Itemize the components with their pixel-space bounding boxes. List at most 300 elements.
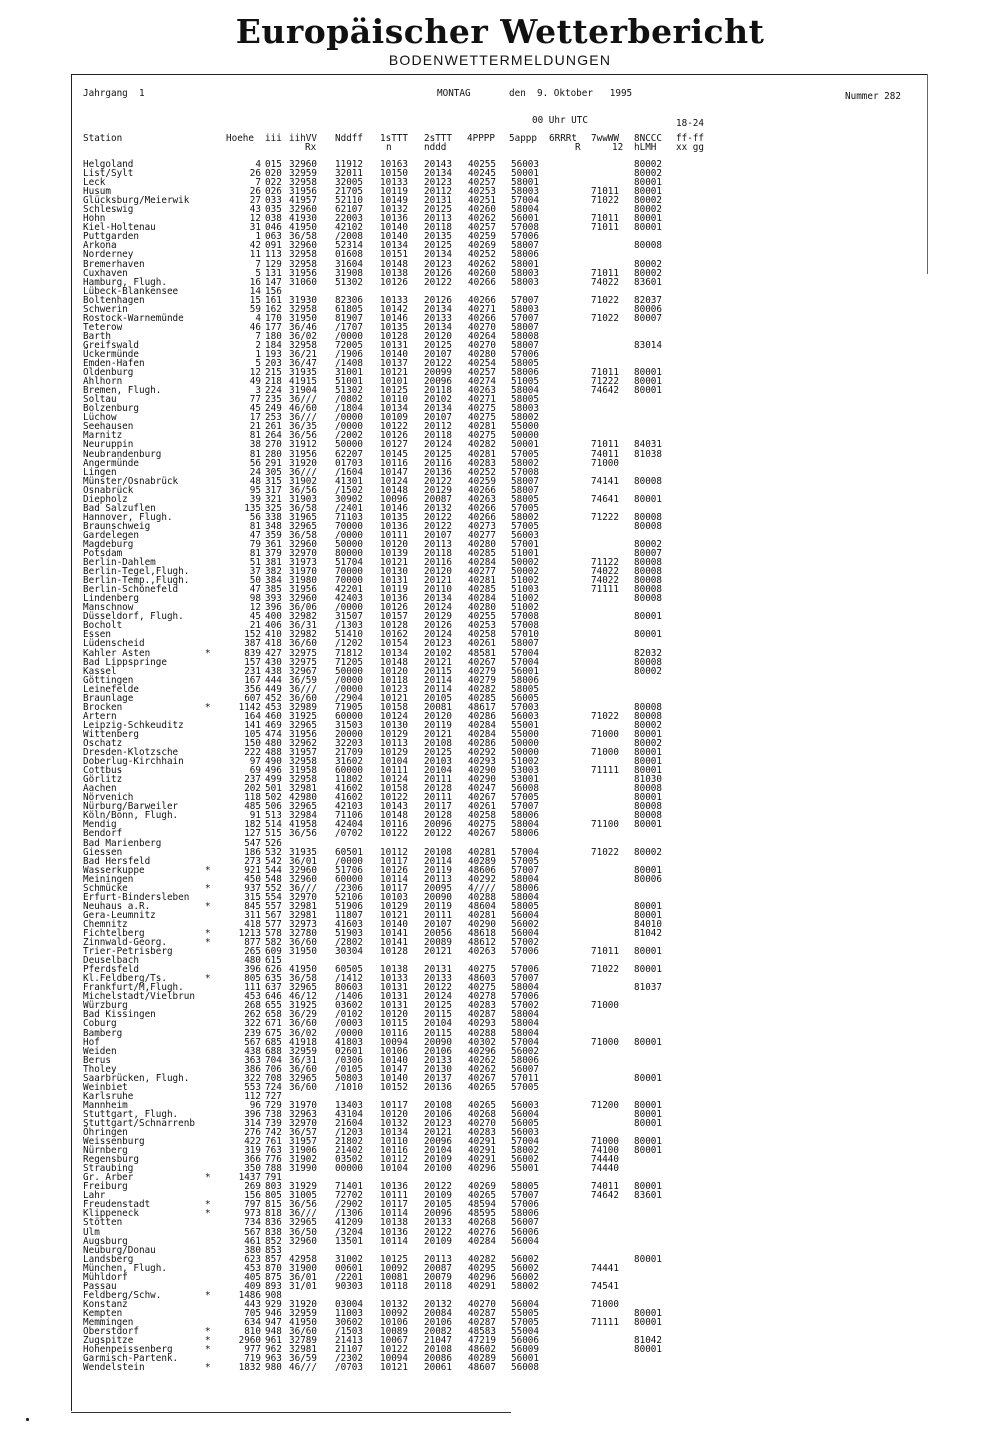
station-name: Göttingen (83, 674, 134, 686)
group-dewpoint: 20109 (424, 1154, 452, 1166)
group-pressure: 40245 (468, 168, 496, 180)
group-tendency: 53001 (511, 774, 539, 786)
group-ihvv: 36/31 (289, 1054, 317, 1066)
station-index: 615 (265, 955, 282, 967)
group-ihvv: 31903 (289, 493, 317, 505)
group-ihvv: 31902 (289, 1154, 317, 1166)
station-name: Bad Hersfeld (83, 855, 151, 867)
station-index: 184 (265, 339, 282, 351)
group-ihvv: 31925 (289, 1000, 317, 1012)
station-index: 675 (265, 1027, 282, 1039)
station-height: 315 (244, 891, 261, 903)
group-temp: 10110 (380, 394, 408, 406)
group-dewpoint: 20120 (424, 330, 452, 342)
station-index: 460 (265, 710, 282, 722)
station-name: Manschnow (83, 602, 134, 614)
station-height: 553 (244, 1081, 261, 1093)
group-clouds: 80001 (634, 213, 662, 225)
group-temp: 10124 (380, 710, 408, 722)
group-pressure: 48612 (468, 937, 496, 949)
group-clouds: 81038 (634, 448, 662, 460)
group-weather: 74022 (591, 566, 619, 578)
group-dewpoint: 20108 (424, 1344, 452, 1356)
group-temp: 10140 (380, 222, 408, 234)
group-clouds: 80008 (634, 475, 662, 487)
group-ihvv: 32959 (289, 1045, 317, 1057)
group-nddff: /0000 (335, 412, 363, 424)
group-ihvv: 32970 (289, 1117, 317, 1129)
station-name: Brocken (83, 701, 123, 713)
table-row (83, 576, 923, 585)
group-tendency: 56003 (511, 1127, 539, 1139)
group-nddff: /0000 (335, 683, 363, 695)
group-temp: 10131 (380, 991, 408, 1003)
group-nddff: /2302 (335, 1353, 363, 1365)
group-pressure: 48595 (468, 1208, 496, 1220)
station-height: 623 (244, 1253, 261, 1265)
station-height: 453 (244, 991, 261, 1003)
table-row (83, 974, 923, 983)
station-height: 152 (244, 629, 261, 641)
group-pressure: 40281 (468, 421, 496, 433)
station-index: 980 (265, 1362, 282, 1374)
group-tendency: 56008 (511, 783, 539, 795)
group-temp: 10141 (380, 927, 408, 939)
group-temp: 10120 (380, 1009, 408, 1021)
group-temp: 10117 (380, 1199, 408, 1211)
station-height: 380 (244, 1244, 261, 1256)
table-row (83, 1065, 923, 1074)
station-height: 105 (244, 728, 261, 740)
station-height: 705 (244, 1307, 261, 1319)
group-pressure: 40257 (468, 222, 496, 234)
group-tendency: 51001 (511, 548, 539, 560)
group-clouds: 80001 (634, 1181, 662, 1193)
station-height: 39 (249, 493, 261, 505)
station-height: 386 (244, 1063, 261, 1075)
group-nddff: 60501 (335, 846, 363, 858)
group-temp: 10140 (380, 1054, 408, 1066)
group-temp: 10104 (380, 1163, 408, 1175)
group-clouds: 84010 (634, 918, 662, 930)
group-temp: 10103 (380, 891, 408, 903)
group-nddff: /1906 (335, 348, 363, 360)
group-dewpoint: 20096 (424, 1208, 452, 1220)
table-row (83, 323, 923, 332)
group-dewpoint: 20114 (424, 674, 452, 686)
group-pressure: 40275 (468, 819, 496, 831)
station-height: 937 (244, 882, 261, 894)
group-weather: 74141 (591, 475, 619, 487)
station-height: 453 (244, 1262, 261, 1274)
group-tendency: 57007 (511, 864, 539, 876)
group-weather: 71011 (591, 367, 619, 379)
station-height: 59 (249, 303, 261, 315)
group-ihvv: 31950 (289, 312, 317, 324)
station-name: Bad Marienberg (83, 837, 162, 849)
group-ihvv: 31958 (289, 765, 317, 777)
station-name: Gardelegen (83, 529, 139, 541)
group-clouds: 80001 (634, 946, 662, 958)
group-temp: 10114 (380, 873, 408, 885)
group-nddff: 70000 (335, 520, 363, 532)
group-temp: 10136 (380, 593, 408, 605)
group-dewpoint: 20084 (424, 1307, 452, 1319)
station-index: 321 (265, 493, 282, 505)
group-ihvv: 31956 (289, 186, 317, 198)
group-temp: 10122 (380, 1344, 408, 1356)
group-clouds: 80008 (634, 783, 662, 795)
group-nddff: 01608 (335, 249, 363, 261)
group-tendency: 58006 (511, 674, 539, 686)
group-tendency: 57005 (511, 520, 539, 532)
group-temp: 10109 (380, 412, 408, 424)
group-clouds: 80001 (634, 1253, 662, 1265)
group-nddff: 30304 (335, 946, 363, 958)
group-clouds: 83601 (634, 276, 662, 288)
group-pressure: 40279 (468, 665, 496, 677)
group-pressure: 40293 (468, 756, 496, 768)
group-pressure: 48606 (468, 864, 496, 876)
station-name: Feldberg/Schw. (83, 1289, 162, 1301)
group-ihvv: 41930 (289, 213, 317, 225)
group-ihvv: 31930 (289, 294, 317, 306)
station-name: Mendig (83, 819, 117, 831)
station-index: 410 (265, 629, 282, 641)
group-ihvv: 46/// (289, 1362, 317, 1374)
group-ihvv: 36/58 (289, 231, 317, 243)
group-ihvv: 32958 (289, 303, 317, 315)
group-dewpoint: 20099 (424, 367, 452, 379)
col-g7b: R (575, 142, 581, 153)
group-ihvv: 31970 (289, 1099, 317, 1111)
group-tendency: 56004 (511, 1108, 539, 1120)
station-height: 797 (244, 1199, 261, 1211)
group-tendency: 58008 (511, 330, 539, 342)
station-index: 946 (265, 1307, 282, 1319)
group-dewpoint: 20125 (424, 448, 452, 460)
group-dewpoint: 20115 (424, 1027, 452, 1039)
table-row (83, 269, 923, 278)
group-temp: 10121 (380, 367, 408, 379)
group-temp: 10096 (380, 493, 408, 505)
group-dewpoint: 20120 (424, 710, 452, 722)
group-pressure: 40267 (468, 828, 496, 840)
group-pressure: 40267 (468, 792, 496, 804)
table-row (83, 422, 923, 431)
station-index: 046 (265, 222, 282, 234)
group-nddff: 41803 (335, 1036, 363, 1048)
station-height: 56 (249, 511, 261, 523)
group-tendency: 57010 (511, 629, 539, 641)
table-row (83, 287, 923, 296)
station-name: Dresden-Klotzsche (83, 747, 179, 759)
station-name: Doberlug-Kirchhain (83, 756, 184, 768)
group-tendency: 56004 (511, 1235, 539, 1247)
group-tendency: 57001 (511, 538, 539, 550)
station-name: Bad Kissingen (83, 1009, 156, 1021)
group-pressure: 40281 (468, 909, 496, 921)
group-clouds: 80001 (634, 1099, 662, 1111)
station-index: 385 (265, 584, 282, 596)
station-index: 893 (265, 1280, 282, 1292)
group-weather: 71000 (591, 457, 619, 469)
station-index: 609 (265, 946, 282, 958)
station-name: Münster/Osnabrück (83, 475, 179, 487)
group-nddff: 21604 (335, 1117, 363, 1129)
group-temp: 10143 (380, 801, 408, 813)
group-temp: 10138 (380, 267, 408, 279)
station-height: 47 (249, 529, 261, 541)
group-temp: 10111 (380, 1190, 408, 1202)
group-tendency: 56004 (511, 909, 539, 921)
group-clouds: 80008 (634, 710, 662, 722)
station-name: Bolzenburg (83, 403, 139, 415)
table-row (83, 495, 923, 504)
group-nddff: /0102 (335, 1009, 363, 1021)
group-pressure: 40255 (468, 159, 496, 170)
group-temp: 10121 (380, 1362, 408, 1374)
station-name: Bremerhaven (83, 258, 145, 270)
group-pressure: 40289 (468, 1353, 496, 1365)
group-nddff: /1502 (335, 484, 363, 496)
group-ihvv: 36/56 (289, 1199, 317, 1211)
group-ihvv: 36/06 (289, 602, 317, 614)
group-temp: 10133 (380, 973, 408, 985)
group-tendency: 57004 (511, 647, 539, 659)
alpine-marker: * (205, 1208, 211, 1220)
group-clouds: 80007 (634, 548, 662, 560)
group-ihvv: 31965 (289, 511, 317, 523)
group-nddff: 71205 (335, 656, 363, 668)
group-temp: 10094 (380, 1036, 408, 1048)
group-weather: 74642 (591, 385, 619, 397)
group-ihvv: 36/// (289, 466, 317, 478)
station-name: Frankfurt/M,Flugh. (83, 982, 184, 994)
group-tendency: 51002 (511, 593, 539, 605)
station-name: Hamburg, Flugh. (83, 276, 167, 288)
group-temp: 10111 (380, 765, 408, 777)
station-index: 291 (265, 457, 282, 469)
group-pressure: 40261 (468, 638, 496, 650)
group-dewpoint: 20137 (424, 1072, 452, 1084)
alpine-marker: * (205, 1326, 211, 1338)
group-dewpoint: 20123 (424, 1117, 452, 1129)
station-height: 366 (244, 1154, 261, 1166)
group-tendency: 57003 (511, 701, 539, 713)
station-height: 49 (249, 376, 261, 388)
group-nddff: 50803 (335, 1072, 363, 1084)
group-ihvv: 36/60 (289, 1081, 317, 1093)
group-clouds: 80002 (634, 168, 662, 180)
table-row (83, 712, 923, 721)
group-clouds: 80008 (634, 593, 662, 605)
station-height: 350 (244, 1163, 261, 1175)
group-dewpoint: 20121 (424, 575, 452, 587)
group-nddff: 02601 (335, 1045, 363, 1057)
group-tendency: 56004 (511, 927, 539, 939)
group-temp: 10130 (380, 719, 408, 731)
group-temp: 10113 (380, 738, 408, 749)
group-nddff: /0000 (335, 330, 363, 342)
group-ihvv: 36/60 (289, 692, 317, 704)
station-name: Kempten (83, 1307, 123, 1319)
group-ihvv: 36/29 (289, 1009, 317, 1021)
group-nddff: 13403 (335, 1099, 363, 1111)
group-dewpoint: 20122 (424, 1181, 452, 1193)
group-dewpoint: 20107 (424, 918, 452, 930)
station-height: 269 (244, 1181, 261, 1193)
group-weather: 71011 (591, 222, 619, 234)
station-height: 26 (249, 186, 261, 198)
station-name: Düsseldorf, Flugh. (83, 611, 184, 623)
station-height: 56 (249, 457, 261, 469)
group-dewpoint: 20117 (424, 801, 452, 813)
table-row (83, 1010, 923, 1019)
group-temp: 10119 (380, 186, 408, 198)
group-tendency: 57008 (511, 222, 539, 234)
group-dewpoint: 20104 (424, 1145, 452, 1157)
group-ihvv: 32965 (289, 1072, 317, 1084)
station-index: 131 (265, 267, 282, 279)
group-pressure: 40271 (468, 394, 496, 406)
group-ihvv: 42980 (289, 792, 317, 804)
station-name: Tholey (83, 1063, 117, 1075)
group-pressure: 40296 (468, 1045, 496, 1057)
group-pressure: 40276 (468, 1226, 496, 1238)
station-height: 1437 (238, 1172, 261, 1184)
station-index: 280 (265, 448, 282, 460)
station-index: 704 (265, 1054, 282, 1066)
group-ihvv: 36/02 (289, 330, 317, 342)
station-height: 322 (244, 1072, 261, 1084)
group-clouds: 80008 (634, 801, 662, 813)
group-weather: 71000 (591, 747, 619, 759)
station-name: Husum (83, 186, 111, 198)
group-pressure: 40263 (468, 946, 496, 958)
station-name: Görlitz (83, 774, 123, 786)
group-dewpoint: 20082 (424, 1326, 452, 1338)
table-row (83, 305, 923, 314)
station-name: Seehausen (83, 421, 134, 433)
group-dewpoint: 20104 (424, 1018, 452, 1030)
station-index: 514 (265, 819, 282, 831)
group-nddff: 51903 (335, 927, 363, 939)
group-pressure: 40262 (468, 258, 496, 270)
group-tendency: 57006 (511, 991, 539, 1003)
alpine-marker: * (205, 864, 211, 876)
group-clouds: 80002 (634, 665, 662, 677)
table-row (83, 1001, 923, 1010)
group-dewpoint: 20061 (424, 1362, 452, 1374)
group-nddff: 51001 (335, 376, 363, 388)
utc-range-label: 18-24 (676, 118, 704, 129)
group-pressure: 40270 (468, 321, 496, 333)
group-temp: 10119 (380, 584, 408, 596)
group-nddff: 71106 (335, 810, 363, 822)
group-nddff: 32011 (335, 168, 363, 180)
group-temp: 10112 (380, 846, 408, 858)
group-clouds: 80001 (634, 177, 662, 189)
group-clouds: 80001 (634, 493, 662, 505)
table-row (83, 477, 923, 486)
group-tendency: 58006 (511, 1208, 539, 1220)
group-pressure: 40288 (468, 1027, 496, 1039)
station-index: 203 (265, 358, 282, 370)
col-g1b: Rx (305, 142, 317, 153)
group-nddff: 80603 (335, 982, 363, 994)
table-row (83, 1300, 923, 1309)
group-tendency: 58004 (511, 982, 539, 994)
col-g8b: 12 (612, 142, 624, 153)
group-tendency: 58005 (511, 493, 539, 505)
group-nddff: 11912 (335, 159, 363, 170)
group-nddff: /1408 (335, 358, 363, 370)
table-row (83, 820, 923, 829)
group-temp: 10117 (380, 855, 408, 867)
group-clouds: 80008 (634, 240, 662, 252)
group-temp: 10122 (380, 792, 408, 804)
group-dewpoint: 20131 (424, 964, 452, 976)
group-ihvv: 41918 (289, 1036, 317, 1048)
group-ihvv: 32981 (289, 909, 317, 921)
group-tendency: 57008 (511, 611, 539, 623)
alpine-marker: * (205, 1335, 211, 1347)
group-dewpoint: 20109 (424, 1190, 452, 1202)
table-row (83, 884, 923, 893)
group-pressure: 40284 (468, 728, 496, 740)
group-nddff: /2401 (335, 502, 363, 514)
group-temp: 10122 (380, 828, 408, 840)
group-dewpoint: 20124 (424, 602, 452, 614)
group-nddff: 31002 (335, 1253, 363, 1265)
station-index: 427 (265, 647, 282, 659)
station-name: Stuttgart/Schnarrenb (83, 1117, 195, 1129)
station-height: 1832 (238, 1362, 261, 1374)
table-row (83, 938, 923, 947)
station-height: 48 (249, 475, 261, 487)
group-dewpoint: 20125 (424, 1000, 452, 1012)
group-nddff: 51410 (335, 629, 363, 641)
station-name: München, Flugh. (83, 1262, 167, 1274)
group-tendency: 58007 (511, 484, 539, 496)
station-index: 480 (265, 738, 282, 749)
group-nddff: 52110 (335, 195, 363, 207)
group-temp: 10135 (380, 511, 408, 523)
station-name: Landsberg (83, 1253, 134, 1265)
group-dewpoint: 20113 (424, 538, 452, 550)
station-name: Lübeck-Blankensee (83, 285, 179, 297)
station-height: 450 (244, 873, 261, 885)
station-height: 81 (249, 520, 261, 532)
group-pressure: 40281 (468, 575, 496, 587)
group-pressure: 40263 (468, 493, 496, 505)
group-nddff: 42102 (335, 222, 363, 234)
group-dewpoint: 20112 (424, 186, 452, 198)
station-height: 567 (244, 1036, 261, 1048)
station-index: 501 (265, 783, 282, 795)
group-tendency: 56004 (511, 1298, 539, 1310)
group-ihvv: 36/31 (289, 620, 317, 632)
group-temp: 10157 (380, 611, 408, 623)
group-tendency: 58006 (511, 810, 539, 822)
table-row (83, 549, 923, 558)
station-height: 37 (249, 566, 261, 578)
group-dewpoint: 20126 (424, 267, 452, 279)
group-temp: 10146 (380, 312, 408, 324)
group-tendency: 56005 (511, 1117, 539, 1129)
table-row (83, 413, 923, 422)
